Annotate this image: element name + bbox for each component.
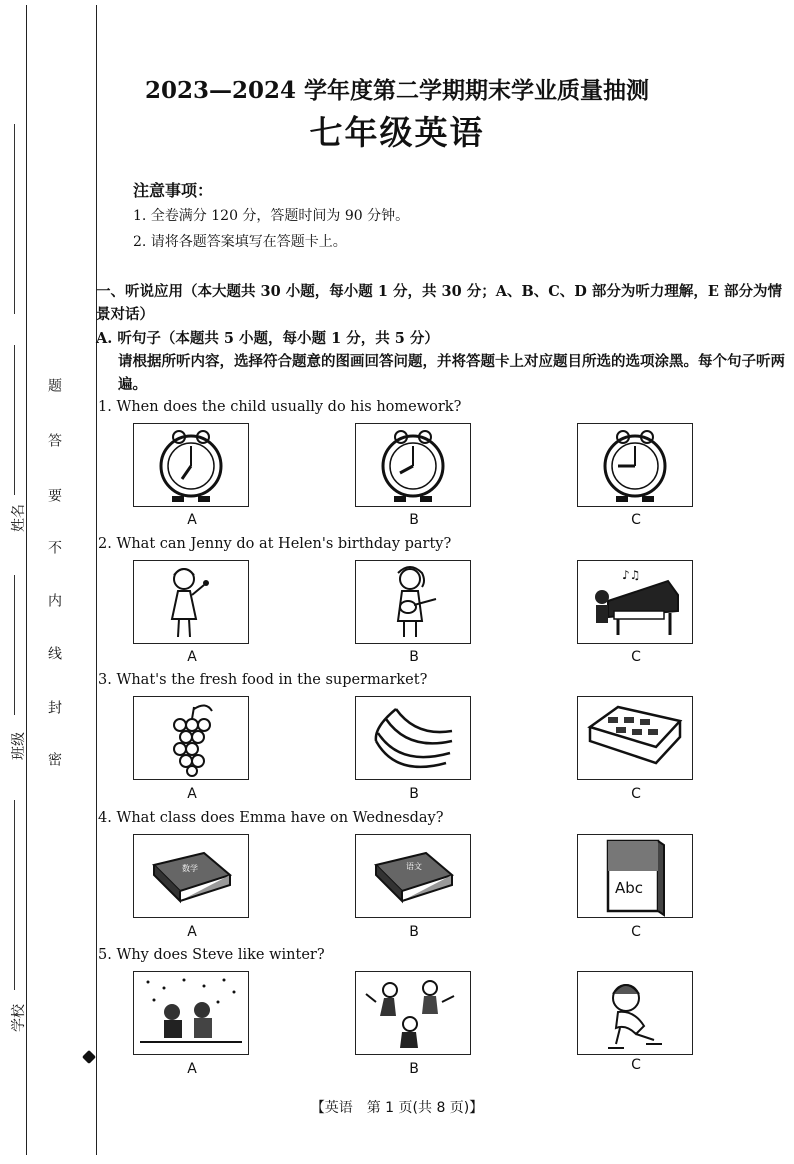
class-label: 班级 — [11, 732, 27, 760]
binding-line-outer — [26, 5, 27, 1155]
option-label: A — [187, 649, 197, 665]
seal-char-3: 要 — [46, 488, 62, 502]
option-label: A — [187, 924, 197, 940]
clock-nine-icon — [577, 423, 693, 507]
option-label: A — [187, 786, 197, 802]
part-a-instruction: 请根据所听内容，选择符合题意的图画回答问题，并将答题卡上对应题目所选的选项涂黑。每个句子听两遍。 — [118, 353, 785, 393]
option-label: B — [409, 924, 419, 940]
option-label: C — [631, 786, 641, 802]
seal-char-5: 内 — [46, 593, 62, 607]
bananas-icon — [355, 696, 471, 780]
snowball-kids-icon — [133, 971, 249, 1055]
svg-text:Abc: Abc — [615, 879, 644, 897]
section-heading: 一、听说应用（本大题共 30 小题，每小题 1 分，共 30 分；A、B、C、D 部分为听力理解，E 部分为情景对话） — [96, 283, 782, 323]
option-label: C — [631, 1057, 641, 1073]
seal-char-6: 线 — [46, 646, 62, 660]
question-text: 4. What class does Emma have on Wednesday? — [98, 810, 444, 826]
svg-text:数学: 数学 — [182, 864, 198, 873]
seal-char-4: 不 — [46, 540, 62, 554]
clock-eight-icon — [355, 423, 471, 507]
girl-guitar-icon — [355, 560, 471, 644]
name-label: 姓名 — [11, 504, 27, 532]
option-label: B — [409, 1061, 419, 1077]
seal-char-8: 密 — [46, 752, 62, 766]
chocolate-icon — [577, 696, 693, 780]
option-label: A — [187, 512, 197, 528]
option-label: B — [409, 512, 419, 528]
seal-char-7: 封 — [46, 700, 62, 714]
class-underline — [14, 575, 16, 715]
english-book-icon — [577, 834, 693, 918]
chinese-book-icon — [355, 834, 471, 918]
skating-boy-icon — [577, 971, 693, 1055]
piano-icon — [577, 560, 693, 644]
girl-singing-icon — [133, 560, 249, 644]
notes-heading: 注意事项： — [133, 181, 214, 200]
scan-mark — [82, 1050, 96, 1064]
school-label: 学校 — [11, 1004, 27, 1032]
exam-title: 2023—2024 学年度第二学期期末学业质量抽测 — [144, 77, 650, 104]
seal-char-1: 题 — [46, 378, 62, 392]
note-item: 1. 全卷满分 120 分，答题时间为 90 分钟。 — [133, 208, 410, 224]
clock-seven-icon — [133, 423, 249, 507]
option-label: B — [409, 649, 419, 665]
option-label: C — [631, 649, 641, 665]
option-label: C — [631, 924, 641, 940]
svg-text:语文: 语文 — [406, 862, 422, 871]
question-text: 3. What's the fresh food in the supermarket? — [98, 672, 428, 688]
question-text: 1. When does the child usually do his homework? — [98, 399, 462, 415]
question-text: 2. What can Jenny do at Helen's birthday party? — [98, 536, 452, 552]
part-a-heading: A. 听句子（本题共 5 小题，每小题 1 分，共 5 分） — [96, 330, 439, 347]
note-item: 2. 请将各题答案填写在答题卡上。 — [133, 234, 347, 250]
option-label: C — [631, 512, 641, 528]
page-footer: 【英语 第 1 页(共 8 页)】 — [310, 1100, 484, 1116]
school-underline — [14, 800, 16, 990]
grapes-icon — [133, 696, 249, 780]
seal-char-2: 答 — [46, 433, 62, 447]
subject-title: 七年级英语 — [309, 113, 485, 152]
math-book-icon — [133, 834, 249, 918]
option-label: A — [187, 1061, 197, 1077]
playing-kids-icon — [355, 971, 471, 1055]
question-text: 5. Why does Steve like winter? — [98, 947, 325, 963]
binding-line-inner — [96, 5, 97, 1155]
svg-text:♪♫: ♪♫ — [622, 568, 641, 582]
option-label: B — [409, 786, 419, 802]
name-underline — [14, 345, 16, 495]
